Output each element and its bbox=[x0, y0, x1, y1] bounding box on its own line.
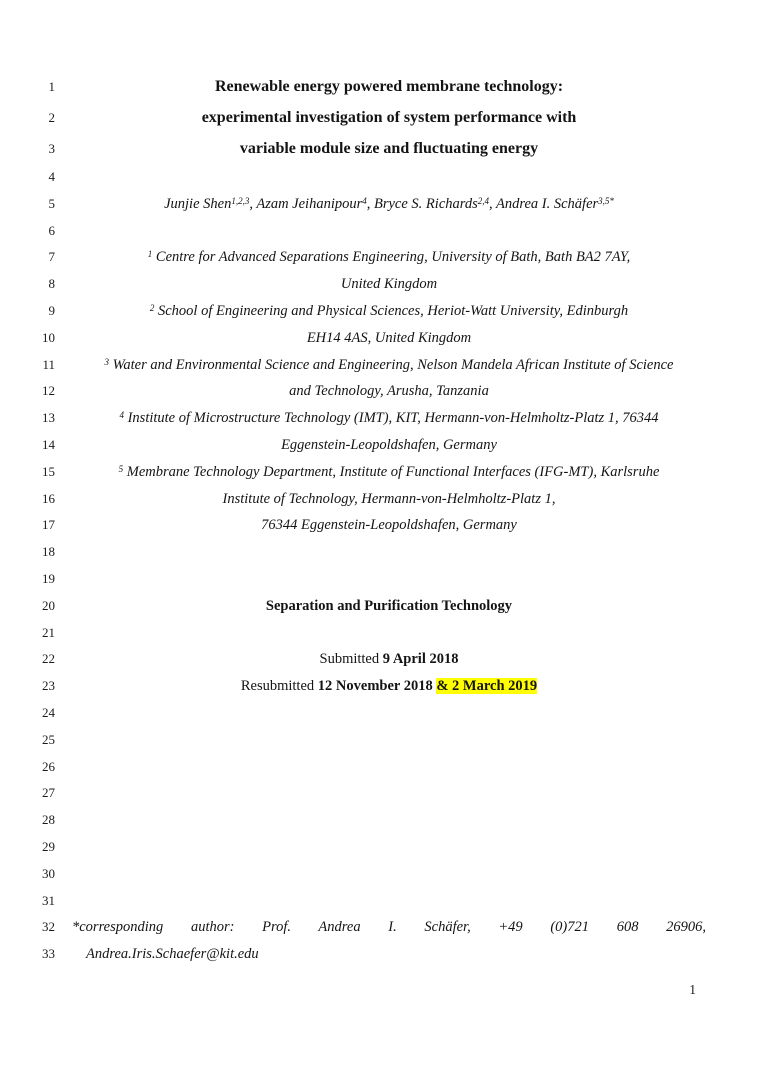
affiliation-5-line-1 bbox=[72, 459, 706, 486]
line-row bbox=[0, 566, 768, 593]
line-number: 13 bbox=[42, 410, 55, 426]
line-number: 25 bbox=[42, 731, 55, 747]
corresponding-author-email: Andrea.Iris.Schaefer@kit.edu bbox=[86, 946, 259, 963]
author-name: , Azam Jeihanipour bbox=[249, 195, 363, 212]
line-row bbox=[0, 888, 768, 915]
line-number: 32 bbox=[42, 919, 55, 935]
title-line-1: Renewable energy powered membrane technology: bbox=[214, 78, 564, 95]
line-row bbox=[0, 271, 768, 298]
author-affiliation-sup: 3,5* bbox=[598, 195, 614, 206]
line-row bbox=[0, 486, 768, 513]
line-row bbox=[0, 941, 768, 968]
line-row bbox=[0, 512, 768, 539]
resubmitted-date: 12 November 2018 bbox=[317, 678, 437, 695]
line-row bbox=[0, 432, 768, 459]
affiliation-5-line-2: Institute of Technology, Hermann-von-Helmholtz-Platz 1, bbox=[222, 490, 556, 507]
line-number: 31 bbox=[42, 892, 55, 908]
line-row bbox=[0, 459, 768, 486]
affiliation-2-line-2: EH14 4AS, United Kingdom bbox=[306, 329, 472, 346]
author-name: , Andrea I. Schäfer bbox=[489, 195, 599, 212]
line-number: 4 bbox=[48, 169, 55, 184]
line-row bbox=[0, 620, 768, 647]
line-number: 23 bbox=[42, 678, 55, 694]
line-row bbox=[0, 133, 768, 164]
resubmitted-date-highlighted: & 2 March 2019 bbox=[436, 678, 538, 695]
line-row bbox=[0, 646, 768, 673]
line-number: 33 bbox=[42, 946, 55, 962]
line-number: 28 bbox=[42, 812, 55, 828]
line-row bbox=[0, 673, 768, 700]
line-number: 24 bbox=[42, 704, 55, 720]
line-number: 8 bbox=[48, 276, 55, 292]
line-row bbox=[0, 700, 768, 727]
line-row bbox=[0, 861, 768, 888]
line-row bbox=[0, 405, 768, 432]
journal-name: Separation and Purification Technology bbox=[265, 597, 513, 614]
affiliation-2-line-1 bbox=[72, 298, 706, 325]
line-row bbox=[0, 539, 768, 566]
line-number: 26 bbox=[42, 758, 55, 774]
page-number: 1 bbox=[689, 982, 696, 997]
author-name: , Bryce S. Richards bbox=[366, 195, 478, 212]
line-number: 11 bbox=[42, 356, 55, 372]
line-number: 15 bbox=[42, 463, 55, 479]
line-row bbox=[0, 378, 768, 405]
affiliation-text: Membrane Technology Department, Institute of Functional Interfaces (IFG-MT), Karlsruhe bbox=[126, 463, 660, 480]
submitted-date: 9 April 2018 bbox=[382, 651, 459, 668]
line-number: 16 bbox=[42, 490, 55, 506]
line-row bbox=[0, 102, 768, 133]
affiliation-sup: 4 bbox=[119, 410, 124, 421]
resubmitted-line bbox=[72, 673, 706, 700]
affiliation-text: Centre for Advanced Separations Engineering, University of Bath, Bath BA2 7AY, bbox=[155, 249, 631, 266]
line-number: 22 bbox=[42, 651, 55, 667]
line-number: 18 bbox=[42, 544, 55, 560]
line-row bbox=[0, 593, 768, 620]
affiliation-text: Institute of Microstructure Technology (IMT), KIT, Hermann-von-Helmholtz-Platz 1, 76344 bbox=[127, 410, 659, 427]
line-row bbox=[0, 191, 768, 218]
authors-line bbox=[72, 191, 706, 218]
line-number: 10 bbox=[42, 329, 55, 345]
affiliation-text: Water and Environmental Science and Engineering, Nelson Mandela African Institute of Science bbox=[112, 356, 674, 373]
line-number: 5 bbox=[48, 195, 55, 211]
line-number: 3 bbox=[48, 141, 55, 156]
author-affiliation-sup: 2,4 bbox=[477, 195, 490, 206]
line-row bbox=[0, 834, 768, 861]
line-number: 17 bbox=[42, 517, 55, 533]
author-affiliation-sup: 4 bbox=[362, 195, 367, 206]
title-line-2: experimental investigation of system performance with bbox=[201, 109, 577, 126]
line-number: 2 bbox=[48, 110, 55, 125]
line-row bbox=[0, 807, 768, 834]
line-row bbox=[0, 780, 768, 807]
affiliation-4-line-2: Eggenstein-Leopoldshafen, Germany bbox=[281, 436, 497, 453]
resubmitted-label: Resubmitted bbox=[240, 678, 318, 695]
line-number: 29 bbox=[42, 838, 55, 854]
affiliation-sup: 5 bbox=[118, 463, 124, 474]
line-number: 19 bbox=[42, 570, 55, 586]
line-row bbox=[0, 914, 768, 941]
numbered-lines bbox=[0, 71, 768, 968]
affiliation-sup: 1 bbox=[147, 249, 153, 260]
line-number: 9 bbox=[48, 302, 55, 318]
affiliation-3-line-2: and Technology, Arusha, Tanzania bbox=[289, 383, 489, 400]
affiliation-5-line-3: 76344 Eggenstein-Leopoldshafen, Germany bbox=[261, 517, 517, 534]
affiliation-sup: 3 bbox=[104, 356, 110, 367]
author-affiliation-sup: 1,2,3 bbox=[231, 195, 250, 206]
line-row bbox=[0, 164, 768, 191]
affiliation-text: School of Engineering and Physical Sciences, Heriot-Watt University, Edinburgh bbox=[158, 302, 629, 319]
line-number: 6 bbox=[48, 222, 55, 238]
line-number: 7 bbox=[48, 249, 55, 265]
line-row bbox=[0, 352, 768, 379]
affiliation-sup: 2 bbox=[149, 302, 155, 313]
affiliation-3-line-1 bbox=[72, 352, 706, 379]
line-row bbox=[0, 71, 768, 102]
line-number: 21 bbox=[42, 624, 55, 640]
line-row bbox=[0, 325, 768, 352]
title-line-3: variable module size and fluctuating energy bbox=[239, 140, 539, 157]
line-number: 12 bbox=[42, 383, 55, 399]
affiliation-1-line-1 bbox=[72, 244, 706, 271]
line-number: 20 bbox=[42, 597, 55, 613]
line-number: 14 bbox=[42, 436, 55, 452]
line-row bbox=[0, 298, 768, 325]
author-name: Junjie Shen bbox=[164, 195, 232, 212]
corresponding-author-line: *corresponding author: Prof. Andrea I. Schäfer, +49 (0)721 608 26906, bbox=[72, 919, 706, 936]
affiliation-4-line-1 bbox=[72, 405, 706, 432]
line-row bbox=[0, 244, 768, 271]
line-number: 30 bbox=[42, 865, 55, 881]
affiliation-1-line-2: United Kingdom bbox=[340, 276, 438, 293]
line-number: 27 bbox=[42, 785, 55, 801]
line-number: 1 bbox=[48, 79, 55, 94]
line-row bbox=[0, 218, 768, 245]
submitted-label: Submitted bbox=[319, 651, 383, 668]
line-row bbox=[0, 727, 768, 754]
line-row bbox=[0, 754, 768, 781]
submitted-line bbox=[72, 646, 706, 673]
